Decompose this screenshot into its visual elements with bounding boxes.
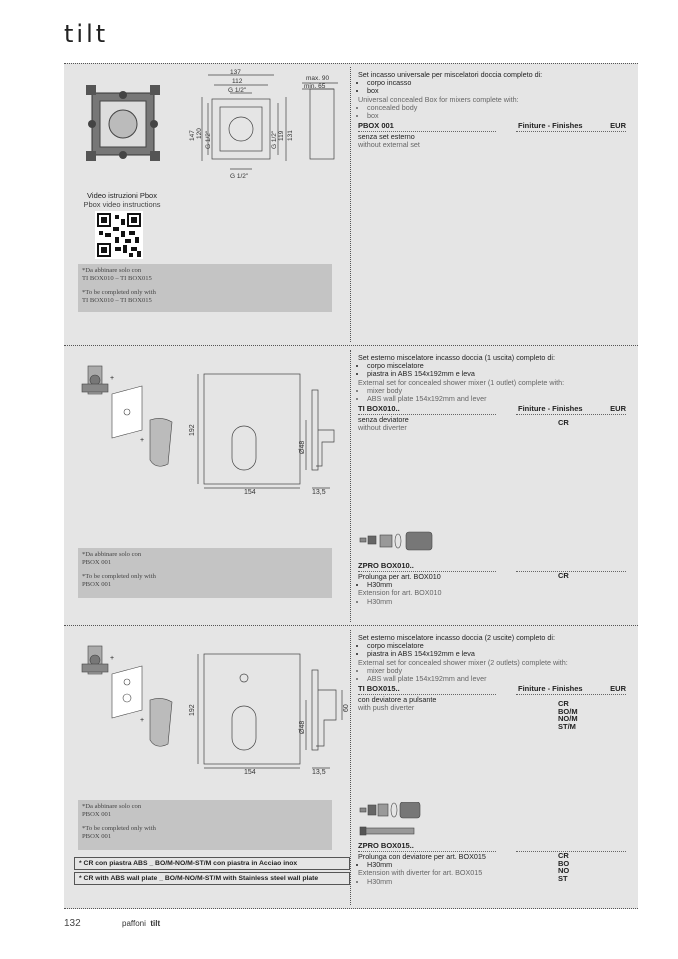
- pbox-header: PBOX 001 Finiture - Finishes EUR: [358, 121, 626, 131]
- dim-g3: G 1/2": [271, 130, 278, 149]
- dim-max: max. 90: [306, 75, 330, 82]
- product-code: ZPRO BOX015..: [358, 841, 414, 850]
- section-pbox: [64, 63, 638, 346]
- extension-box010-header: [358, 562, 634, 571]
- qr-code-icon[interactable]: [95, 211, 143, 259]
- tibox015-description: Set esterno miscelatore incasso doccia (2 uscite) completo di: • corpo miscelatore • piastra in ABS 154x192mm e leva External set for concealed shower mixer (2 outlets) complete with: • mixer body • ABS wall plate 154x192mm and lever TI BOX015.. Finiture - Finishes EUR con deviatore a pulsante with push diverter CR BO/M NO/M ST/M: [358, 634, 634, 713]
- dim-147: 147: [189, 130, 196, 141]
- extension-box010-image: [358, 530, 438, 552]
- tibox015-exploded-view: [76, 640, 186, 750]
- pbox-description: Set incasso universale per miscelatori doccia completo di: • corpo incasso • box Universal concealed Box for mixers complete with: • concealed body • box PBOX 001 Finiture - Finishes EUR senza set esterno without external set: [358, 71, 634, 150]
- page-number: 132: [64, 918, 81, 929]
- dim-side: 60: [343, 704, 350, 712]
- video-label-it: Video istruzioni Pbox: [87, 191, 157, 200]
- extension-box015-header: [358, 842, 634, 851]
- video-label-en: Pbox video instructions: [83, 200, 161, 209]
- dim-height: 192: [189, 424, 196, 436]
- dim-min: min. 65: [304, 83, 326, 90]
- tibox010-description: Set esterno miscelatore incasso doccia (1 uscita) completo di: • corpo miscelatore • piastra in ABS 154x192mm e leva External set for concealed shower mixer (1 outlet) complete with: • mixer body • ABS wall plate 154x192mm and lever TI BOX010.. Finiture - Finishes EUR senza deviatore without diverter CR: [358, 354, 634, 433]
- pbox-photo: [82, 79, 164, 165]
- finish-code: CR: [558, 418, 569, 427]
- svg-text:+: +: [110, 375, 115, 382]
- tibox015-header: TI BOX015.. Finiture - Finishes EUR: [358, 684, 626, 694]
- product-code: ZPRO BOX010..: [358, 561, 414, 570]
- pbox-technical-drawing: [182, 69, 350, 181]
- finish-codes: CR BO NO ST: [558, 851, 570, 883]
- dim-g1: G 1/2": [228, 87, 247, 94]
- dim-depth: 13,5: [312, 489, 326, 496]
- note-tibox010: *Da abbinare solo con PBOX 001 *To be completed only with PBOX 001: [78, 548, 332, 598]
- dim-120: 120: [196, 128, 203, 139]
- note-pbox: *Da abbinare solo con TI BOX010 – TI BOX015 *To be completed only with TI BOX010 – TI BOX015: [78, 264, 332, 312]
- product-code: TI BOX015..: [358, 684, 400, 694]
- tibox010-exploded-view: [76, 360, 186, 470]
- dim-depth: 13,5: [312, 769, 326, 776]
- svg-text:+: +: [140, 717, 145, 724]
- svg-text:+: +: [140, 437, 145, 444]
- tibox010-dimension-drawing: [184, 370, 350, 496]
- extension-box015-description: ZPRO BOX015.. Prolunga con deviatore per art. BOX015 • H30mm Extension with diverter for art. BOX015 • H30mm CR BO NO ST: [358, 840, 634, 886]
- dim-diameter: Ø48: [299, 720, 306, 734]
- dim-g2: G 1/2": [205, 130, 212, 149]
- dim-112: 112: [232, 78, 243, 85]
- dim-137: 137: [230, 69, 241, 76]
- section-tibox015: [64, 626, 638, 909]
- svg-text:+: +: [110, 655, 115, 662]
- dim-width: 154: [244, 769, 256, 776]
- brand-logo: tilt: [64, 20, 109, 48]
- footer-brand: paffoni tilt: [122, 919, 161, 928]
- finish-codes: CR BO/M NO/M ST/M: [558, 699, 578, 731]
- product-code: TI BOX010..: [358, 404, 400, 414]
- dim-119: 119: [278, 130, 285, 141]
- finish-warning-en: * CR with ABS wall plate _ BO/M-NO/M-ST/M with Stainless steel wall plate: [74, 872, 350, 885]
- product-code: PBOX 001: [358, 121, 394, 131]
- finish-code: CR: [558, 571, 569, 580]
- dim-diameter: Ø48: [299, 440, 306, 454]
- tibox015-dimension-drawing: [184, 650, 350, 776]
- section-tibox010: [64, 346, 638, 626]
- dim-g4: G 1/2": [230, 173, 249, 180]
- extension-box015-image: [358, 802, 424, 840]
- extension-box010-description: ZPRO BOX010.. Prolunga per art. BOX010 • H30mm Extension for art. BOX010 • H30mm CR: [358, 560, 634, 606]
- tibox010-header: TI BOX010.. Finiture - Finishes EUR: [358, 404, 626, 414]
- dim-width: 154: [244, 489, 256, 496]
- note-tibox015: *Da abbinare solo con PBOX 001 *To be completed only with PBOX 001: [78, 800, 332, 850]
- dim-131: 131: [287, 130, 294, 141]
- finish-warning-it: * CR con piastra ABS _ BO/M-NO/M-ST/M con piastra in Acciao inox: [74, 857, 350, 870]
- dim-height: 192: [189, 704, 196, 716]
